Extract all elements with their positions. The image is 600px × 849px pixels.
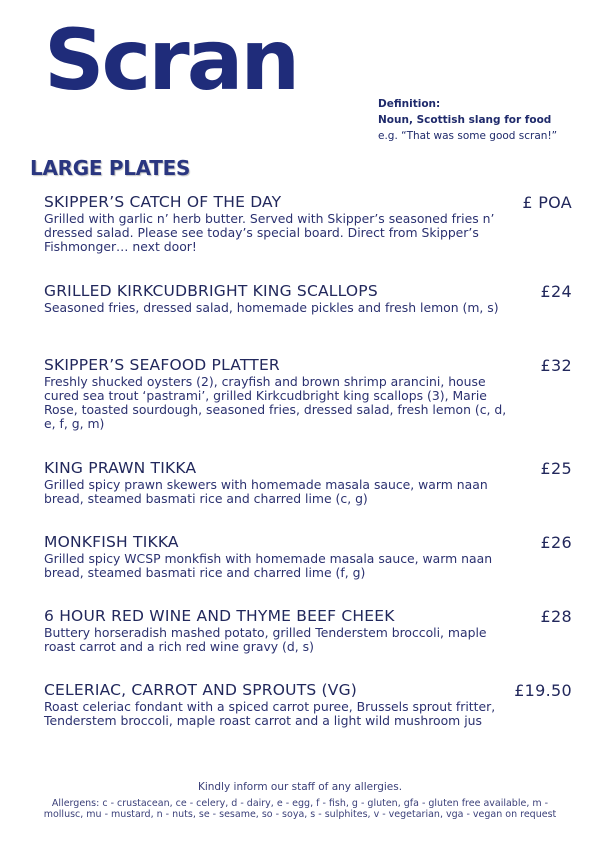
definition-block — [378, 96, 557, 144]
menu-item-description: Grilled with garlic n’ herb butter. Served with Skipper’s seasoned fries n’ dressed salad. Please see today’s special board. Direct from Skipper’s Fishmonger… next door! — [44, 211, 495, 254]
menu-item-description: Grilled spicy WCSP monkfish with homemade masala sauce, warm naan bread, steamed basmati rice and charred lime (f, g) — [44, 551, 493, 580]
menu-item-price: £32 — [540, 356, 572, 375]
definition-example: e.g. “That was some good scran!” — [378, 130, 558, 142]
menu-item-beef-cheek — [44, 607, 574, 654]
menu-item-name: CELERIAC, CARROT AND SPROUTS (VG) — [44, 681, 358, 699]
menu-item-description: Buttery horseradish mashed potato, grilled Tenderstem broccoli, maple roast carrot and a rich red wine gravy (d, s) — [44, 625, 487, 654]
menu-item-name: KING PRAWN TIKKA — [44, 459, 197, 477]
menu-item-name: SKIPPER’S SEAFOOD PLATTER — [44, 356, 280, 374]
menu-item-king-scallops — [44, 282, 574, 315]
menu-item-price: £ POA — [522, 193, 572, 212]
menu-item-king-prawn-tikka — [44, 459, 574, 506]
menu-item-description: Freshly shucked oysters (2), crayfish and brown shrimp arancini, house cured sea trout ‘pastrami’, grilled Kirkcudbright king scallops (3), Marie Rose, toasted sourdough, seasoned fries, dressed salad, fresh lemon (c, d, e, f, g, m) — [44, 374, 507, 431]
allergen-key: Allergens: c - crustacean, ce - celery, d - dairy, e - egg, f - fish, g - gluten, gfa - gluten free available, m - mollusc, mu - mustard, n - nuts, se - sesame, so - soya, s - sulphites, v - vegetarian, vga - vegan on request — [43, 798, 557, 820]
menu-item-description: Roast celeriac fondant with a spiced carrot puree, Brussels sprout fritter, Tenderstem broccoli, maple roast carrot and a light wild mushroom jus — [44, 699, 496, 728]
menu-item-seafood-platter — [44, 356, 574, 431]
menu-item-description: Seasoned fries, dressed salad, homemade pickles and fresh lemon (m, s) — [44, 300, 499, 315]
menu-item-price: £25 — [540, 459, 572, 478]
allergy-notice: Kindly inform our staff of any allergies. — [197, 781, 403, 793]
menu-item-name: GRILLED KIRKCUDBRIGHT KING SCALLOPS — [44, 282, 378, 300]
menu-item-celeriac — [44, 681, 574, 728]
menu-item-price: £19.50 — [514, 681, 572, 700]
menu-item-catch-of-the-day — [44, 193, 574, 254]
definition-label: Definition: — [378, 98, 441, 110]
menu-item-name: MONKFISH TIKKA — [44, 533, 179, 551]
scran-logo: Scran — [44, 11, 298, 109]
section-title: LARGE PLATES — [30, 156, 191, 180]
menu-item-price: £26 — [540, 533, 572, 552]
menu-item-monkfish-tikka — [44, 533, 574, 580]
menu-item-name: 6 HOUR RED WINE AND THYME BEEF CHEEK — [44, 607, 395, 625]
menu-item-price: £24 — [540, 282, 572, 301]
definition-meaning: Noun, Scottish slang for food — [378, 114, 552, 126]
menu-item-name: SKIPPER’S CATCH OF THE DAY — [44, 193, 282, 211]
menu-item-description: Grilled spicy prawn skewers with homemade masala sauce, warm naan bread, steamed basmati rice and charred lime (c, g) — [44, 477, 488, 506]
menu-item-price: £28 — [540, 607, 572, 626]
